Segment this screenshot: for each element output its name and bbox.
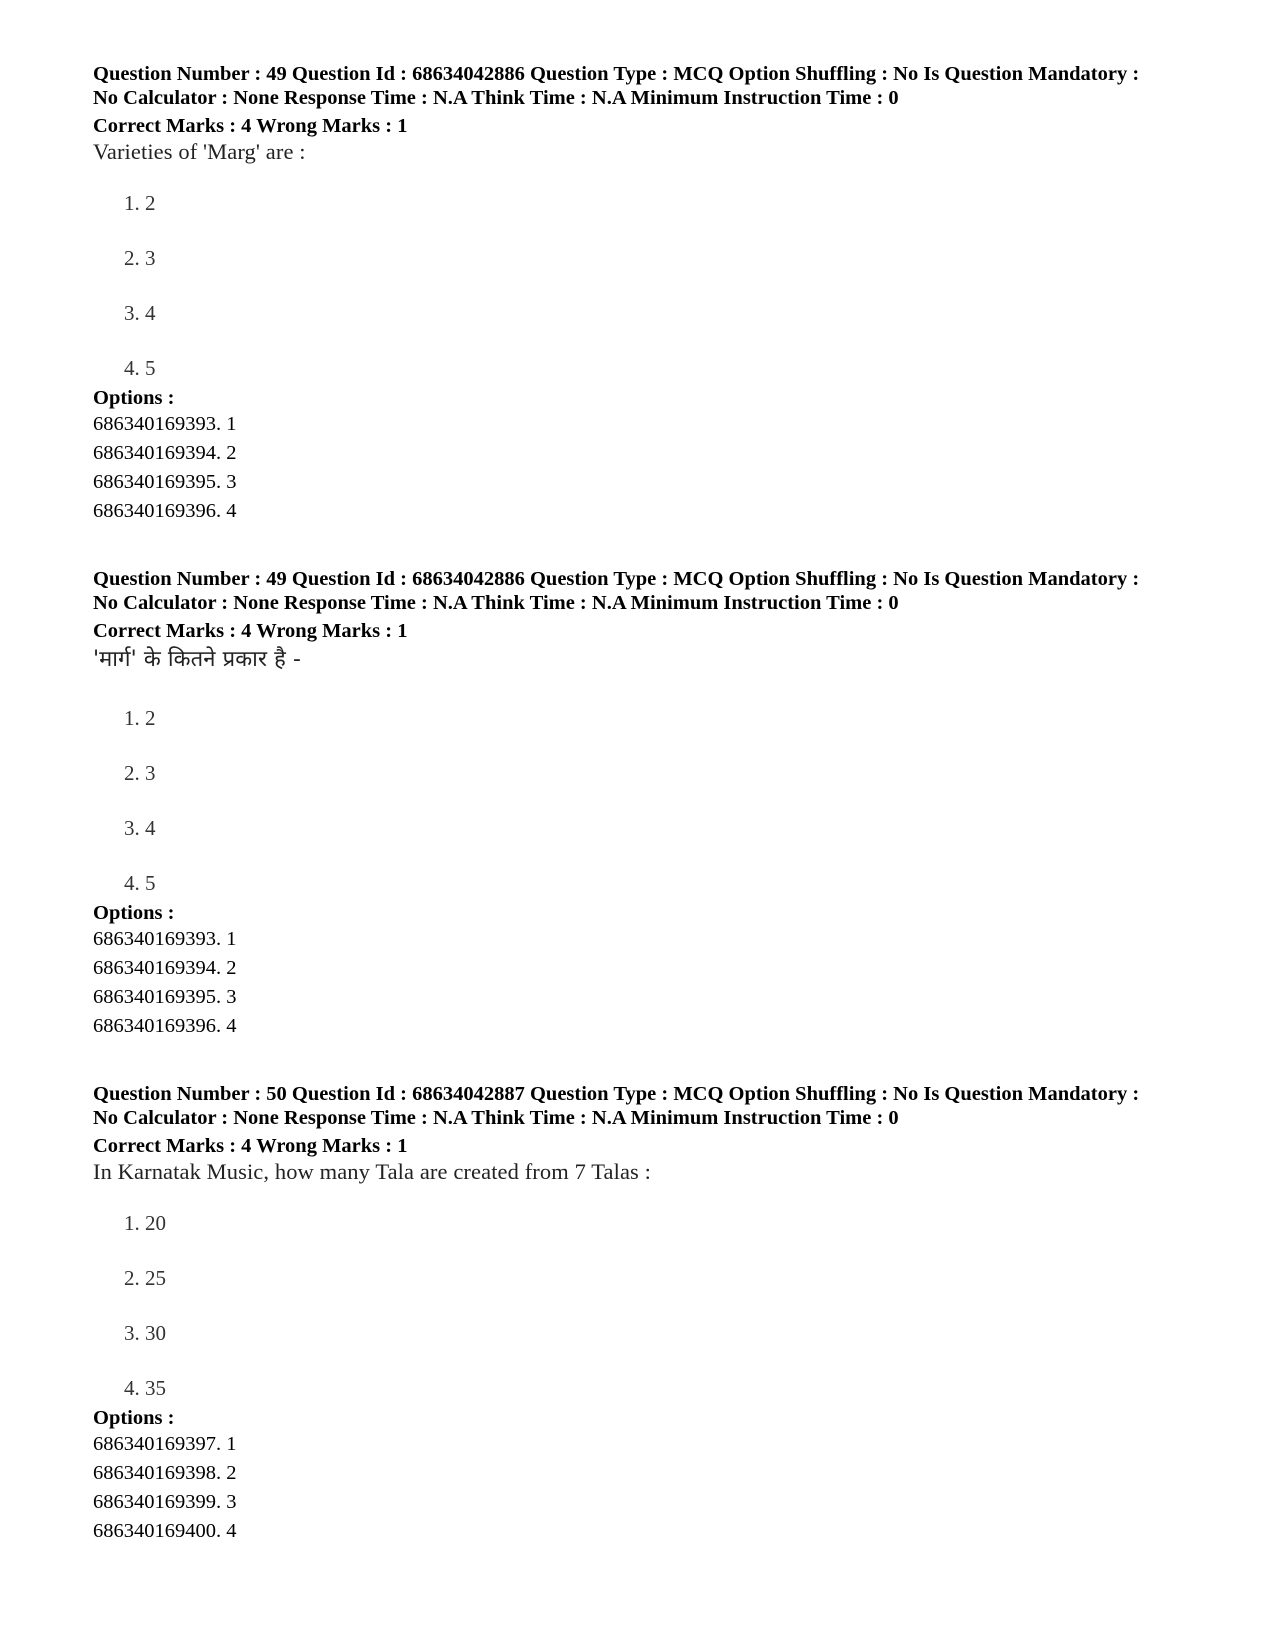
- question-meta-line-2: No Calculator : None Response Time : N.A Think Time : N.A Minimum Instruction Time : 0: [93, 87, 899, 109]
- choice-item: 4. 35: [124, 1376, 166, 1400]
- question-marks: Correct Marks : 4 Wrong Marks : 1: [93, 115, 408, 137]
- options-label: Options :: [93, 902, 175, 924]
- option-id-row: 686340169398. 2: [93, 1462, 237, 1484]
- question-block: [93, 62, 1233, 526]
- option-id-row: 686340169395. 3: [93, 471, 237, 493]
- question-text: In Karnatak Music, how many Tala are created from 7 Talas :: [93, 1159, 651, 1184]
- question-meta-line-1: Question Number : 49 Question Id : 68634042886 Question Type : MCQ Option Shuffling : No Is Question Mandatory :: [93, 63, 1140, 85]
- choice-item: 2. 3: [124, 761, 156, 785]
- choice-item: 1. 2: [124, 706, 156, 730]
- choice-item: 3. 4: [124, 301, 156, 325]
- choice-list: [93, 176, 1233, 396]
- choice-list: [93, 691, 1233, 911]
- question-marks: Correct Marks : 4 Wrong Marks : 1: [93, 1135, 408, 1157]
- question-block: [93, 1082, 1233, 1546]
- document-page: [93, 62, 1233, 1546]
- option-id-row: 686340169399. 3: [93, 1491, 237, 1513]
- option-id-row: 686340169394. 2: [93, 442, 237, 464]
- option-id-row: 686340169396. 4: [93, 1015, 237, 1037]
- option-id-row: 686340169397. 1: [93, 1433, 237, 1455]
- choice-item: 2. 25: [124, 1266, 166, 1290]
- question-marks: Correct Marks : 4 Wrong Marks : 1: [93, 620, 408, 642]
- choice-item: 3. 30: [124, 1321, 166, 1345]
- question-meta-line-2: No Calculator : None Response Time : N.A Think Time : N.A Minimum Instruction Time : 0: [93, 592, 899, 614]
- question-meta-line-1: Question Number : 50 Question Id : 68634042887 Question Type : MCQ Option Shuffling : No Is Question Mandatory :: [93, 1083, 1140, 1105]
- option-id-row: 686340169393. 1: [93, 928, 237, 950]
- question-meta-line-1: Question Number : 49 Question Id : 68634042886 Question Type : MCQ Option Shuffling : No Is Question Mandatory :: [93, 568, 1140, 590]
- option-id-row: 686340169394. 2: [93, 957, 237, 979]
- options-label: Options :: [93, 387, 175, 409]
- choice-item: 4. 5: [124, 356, 156, 380]
- option-id-row: 686340169396. 4: [93, 500, 237, 522]
- choice-list: [93, 1196, 1233, 1416]
- option-id-row: 686340169395. 3: [93, 986, 237, 1008]
- options-label: Options :: [93, 1407, 175, 1429]
- question-meta-line-2: No Calculator : None Response Time : N.A Think Time : N.A Minimum Instruction Time : 0: [93, 1107, 899, 1129]
- question-text: 'मार्ग' के कितने प्रकार है -: [93, 647, 302, 672]
- choice-item: 2. 3: [124, 246, 156, 270]
- option-id-row: 686340169400. 4: [93, 1520, 237, 1542]
- choice-item: 3. 4: [124, 816, 156, 840]
- choice-item: 1. 2: [124, 191, 156, 215]
- option-id-row: 686340169393. 1: [93, 413, 237, 435]
- choice-item: 4. 5: [124, 871, 156, 895]
- choice-item: 1. 20: [124, 1211, 166, 1235]
- question-text: Varieties of 'Marg' are :: [93, 139, 306, 164]
- question-block: [93, 567, 1233, 1041]
